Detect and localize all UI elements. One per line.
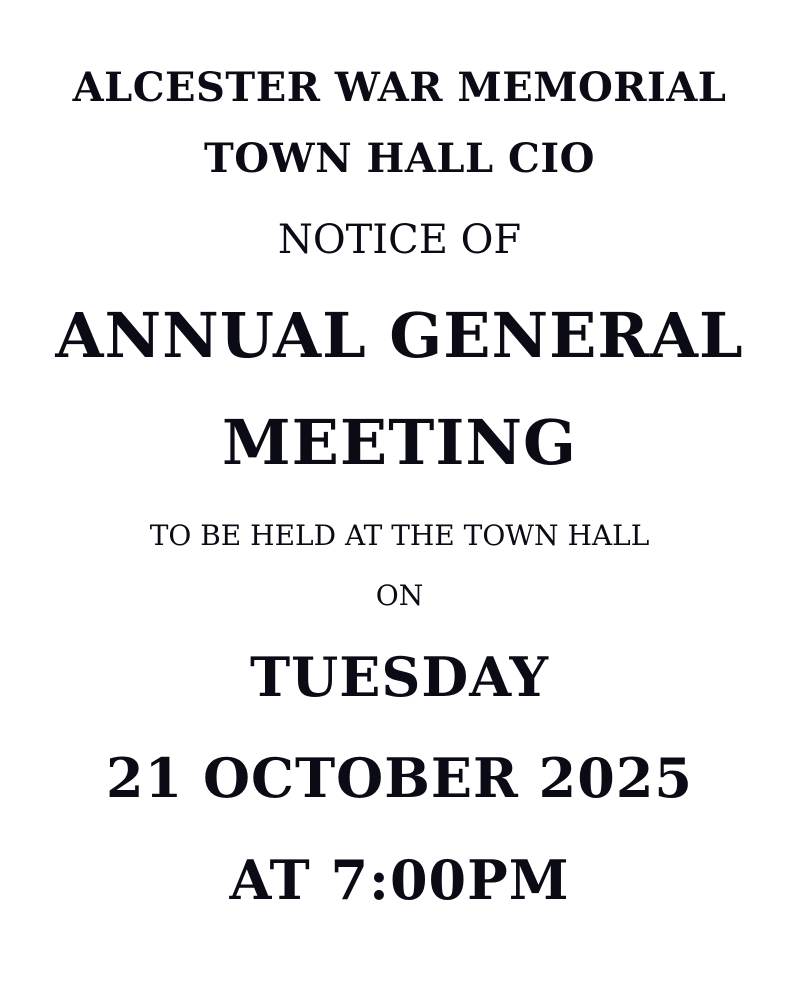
venue-on-text: ON bbox=[375, 579, 424, 612]
meeting-day: TUESDAY bbox=[249, 645, 550, 709]
notice-of-heading: NOTICE OF bbox=[277, 217, 522, 263]
meeting-title-line-2: MEETING bbox=[222, 406, 577, 479]
organisation-name-line-2: TOWN HALL CIO bbox=[204, 135, 595, 182]
meeting-time: AT 7:00PM bbox=[229, 848, 570, 912]
meeting-title-line-1: ANNUAL GENERAL bbox=[55, 299, 744, 372]
organisation-name-line-1: ALCESTER WAR MEMORIAL bbox=[72, 64, 727, 111]
meeting-date: 21 OCTOBER 2025 bbox=[106, 746, 693, 810]
venue-text: TO BE HELD AT THE TOWN HALL bbox=[149, 519, 650, 552]
